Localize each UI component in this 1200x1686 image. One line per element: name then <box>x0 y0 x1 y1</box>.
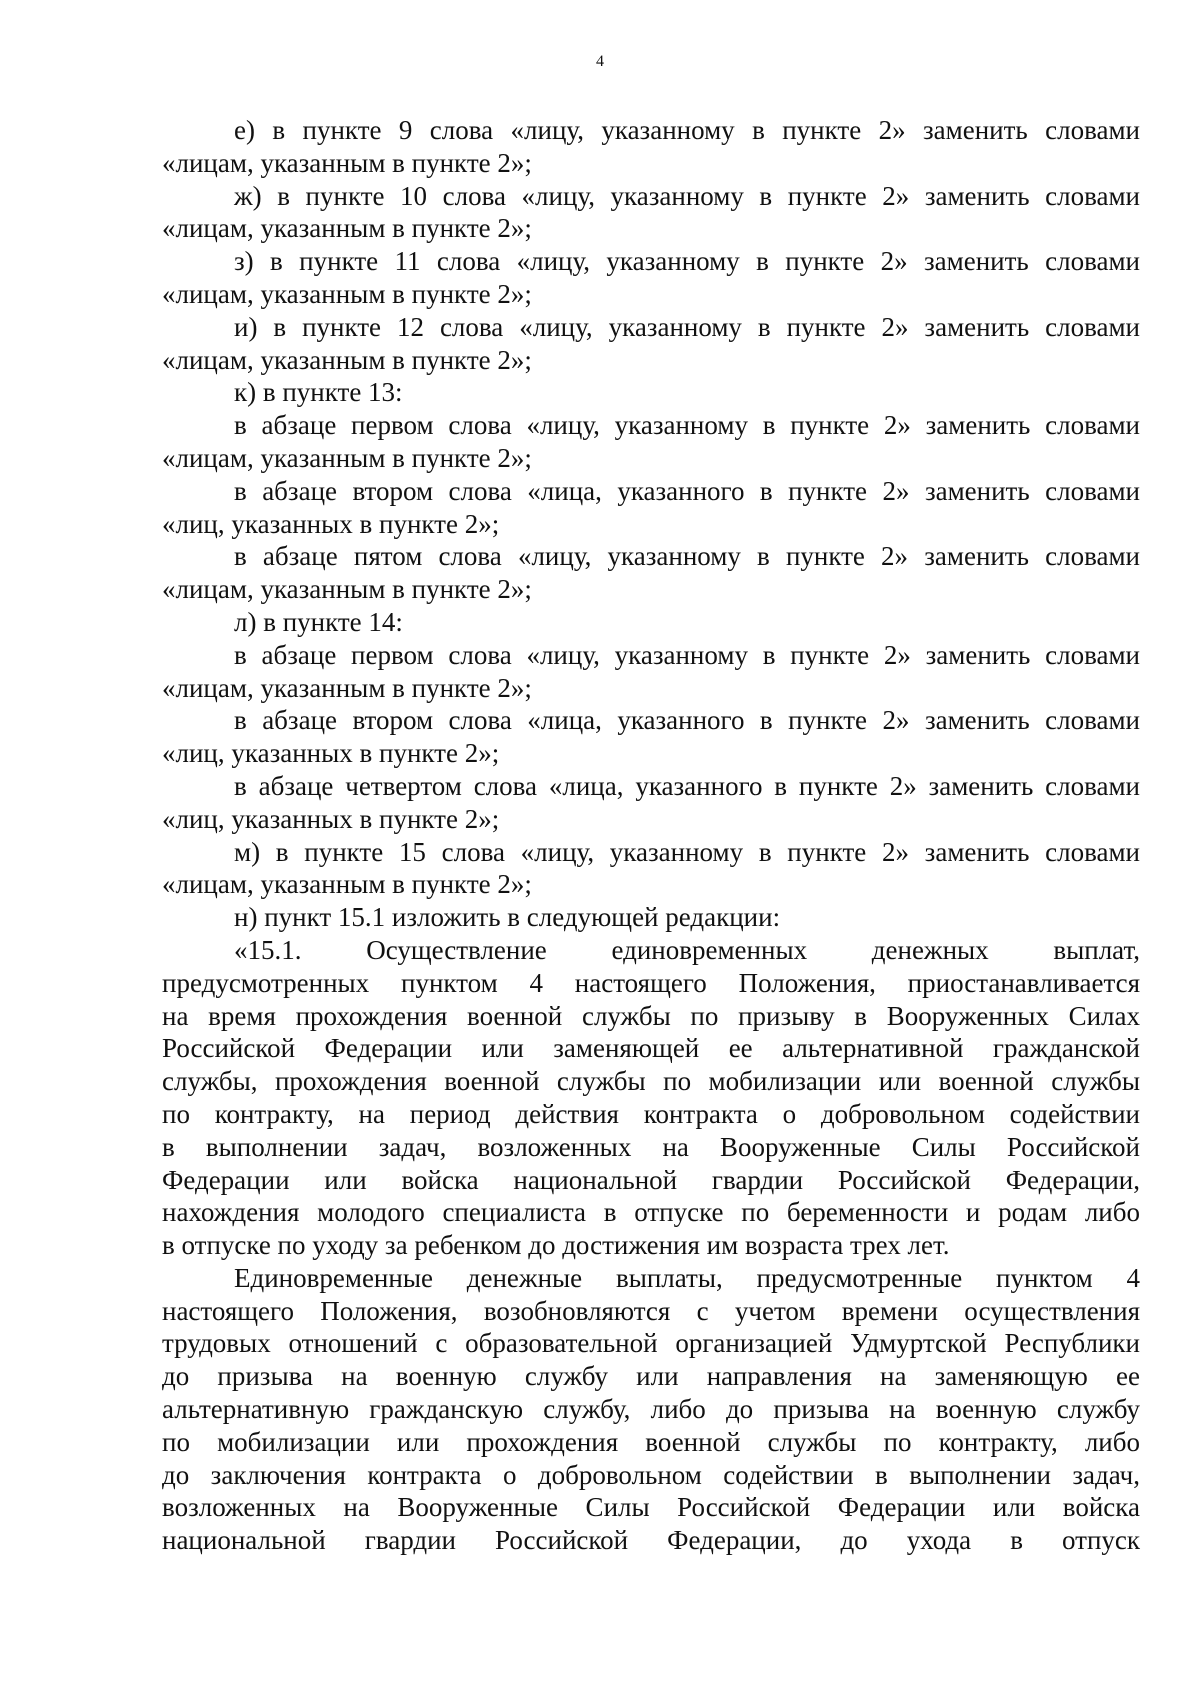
text-line: Единовременные денежные выплаты, предусмотренные пунктом 4 <box>234 1262 1140 1293</box>
text-line: ж) в пункте 10 слова «лицу, указанному в пункте 2» заменить словами <box>234 180 1140 211</box>
text-line: нахождения молодого специалиста в отпуске по беременности и родам либо <box>162 1197 1140 1228</box>
text-line: предусмотренных пунктом 4 настоящего Положения, приостанавливается <box>162 967 1140 998</box>
text-line: н) пункт 15.1 изложить в следующей редакции: <box>234 902 781 933</box>
text-line: до призыва на военную службу или направления на заменяющую ее <box>162 1361 1140 1392</box>
text-line: «лиц, указанных в пункте 2»; <box>162 738 500 769</box>
text-line: «лицам, указанным в пункте 2»; <box>162 442 532 473</box>
text-line: возложенных на Вооруженные Силы Российской Федерации или войска <box>162 1492 1140 1523</box>
text-line: м) в пункте 15 слова «лицу, указанному в пункте 2» заменить словами <box>234 836 1140 867</box>
text-line: настоящего Положения, возобновляются с учетом времени осуществления <box>162 1295 1140 1326</box>
text-line: в отпуске по уходу за ребенком до достижения им возраста трех лет. <box>162 1230 950 1261</box>
text-line: «лицам, указанным в пункте 2»; <box>162 213 532 244</box>
text-line: и) в пункте 12 слова «лицу, указанному в пункте 2» заменить словами <box>234 311 1140 342</box>
text-line: Федерации или войска национальной гвардии Российской Федерации, <box>162 1164 1140 1195</box>
text-line: в абзаце первом слова «лицу, указанному в пункте 2» заменить словами <box>234 410 1140 441</box>
text-line: по контракту, на период действия контракта о добровольном содействии <box>162 1098 1140 1129</box>
text-line: л) в пункте 14: <box>234 606 403 637</box>
text-line: на время прохождения военной службы по призыву в Вооруженных Силах <box>162 1000 1140 1031</box>
text-line: в абзаце втором слова «лица, указанного в пункте 2» заменить словами <box>234 475 1140 506</box>
text-line: национальной гвардии Российской Федерации, до ухода в отпуск <box>162 1525 1140 1556</box>
text-line: «лицам, указанным в пункте 2»; <box>162 278 532 309</box>
text-line: «лицам, указанным в пункте 2»; <box>162 672 532 703</box>
text-line: е) в пункте 9 слова «лицу, указанному в пункте 2» заменить словами <box>234 115 1140 145</box>
text-line: альтернативную гражданскую службу, либо до призыва на военную службу <box>162 1394 1140 1425</box>
text-line: по мобилизации или прохождения военной службы по контракту, либо <box>162 1426 1140 1457</box>
text-line: «лицам, указанным в пункте 2»; <box>162 869 532 900</box>
text-line: «15.1. Осуществление единовременных денежных выплат, <box>234 934 1140 965</box>
text-line: «лиц, указанных в пункте 2»; <box>162 803 500 834</box>
document-body <box>162 114 1140 1557</box>
text-line: «лиц, указанных в пункте 2»; <box>162 508 500 539</box>
text-line: «лицам, указанным в пункте 2»; <box>162 574 532 605</box>
text-line: в абзаце четвертом слова «лица, указанного в пункте 2» заменить словами <box>234 770 1140 801</box>
text-line: в абзаце первом слова «лицу, указанному в пункте 2» заменить словами <box>234 639 1140 670</box>
text-line: к) в пункте 13: <box>234 377 403 408</box>
text-line: до заключения контракта о добровольном содействии в выполнении задач, <box>162 1459 1140 1490</box>
text-line: в выполнении задач, возложенных на Вооруженные Силы Российской <box>162 1131 1140 1162</box>
page-number: 4 <box>596 53 604 70</box>
text-line: «лицам, указанным в пункте 2»; <box>162 147 532 178</box>
text-line: трудовых отношений с образовательной организацией Удмуртской Республики <box>162 1328 1140 1359</box>
text-line: в абзаце втором слова «лица, указанного в пункте 2» заменить словами <box>234 705 1140 736</box>
text-line: з) в пункте 11 слова «лицу, указанному в пункте 2» заменить словами <box>234 246 1140 277</box>
text-line: Российской Федерации или заменяющей ее альтернативной гражданской <box>162 1033 1140 1064</box>
text-line: в абзаце пятом слова «лицу, указанному в пункте 2» заменить словами <box>234 541 1140 572</box>
text-line: «лицам, указанным в пункте 2»; <box>162 344 532 375</box>
text-line: службы, прохождения военной службы по мобилизации или военной службы <box>162 1066 1140 1097</box>
